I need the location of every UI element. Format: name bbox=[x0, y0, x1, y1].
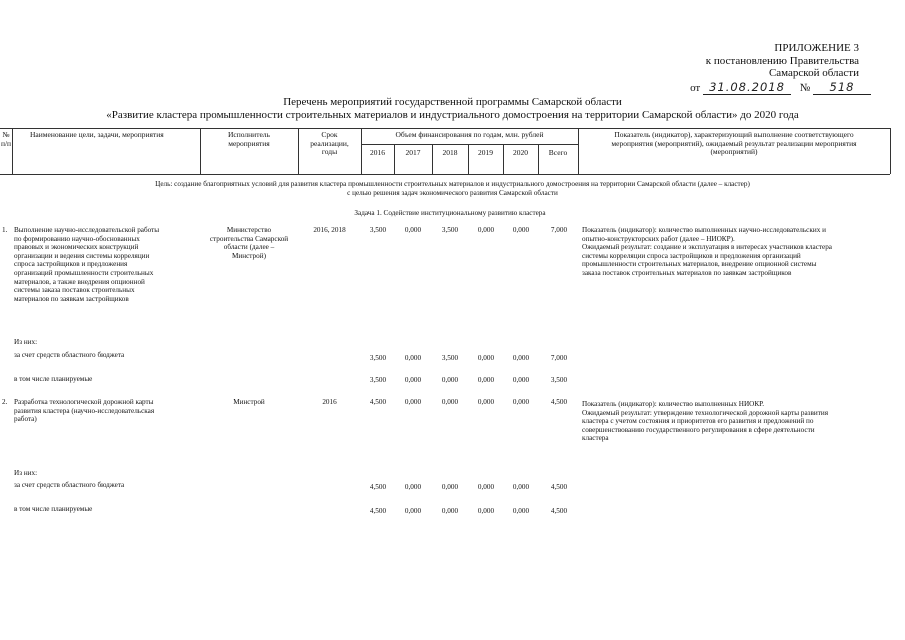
header-finance: Объем финансирования по годам, млн. рублей bbox=[395, 130, 544, 139]
regional-2020: 0,000 bbox=[512, 354, 530, 362]
value-2019: 0,000 bbox=[477, 398, 495, 406]
row-number: 2. bbox=[2, 398, 8, 406]
task-title: Задача 1. Содействие институциональному развитию кластера bbox=[354, 209, 546, 217]
appendix-line1: к постановлению Правительства bbox=[705, 54, 859, 67]
doc-title-line2: «Развитие кластера промышленности строительных материалов и индустриального домостроения на территории Самарской области» до 2020 года bbox=[106, 109, 799, 121]
from-label: от bbox=[690, 82, 701, 94]
row-name: Выполнение научно-исследовательской работы по формированию научно-обоснованных правовых и экономических конструкций организации и ведения системы корреляции спроса застройщиков и предложения организаций промышленности строительных материалов, а также внедрения опционной системы заказа поставок строительных материалов по заявкам застройщиков bbox=[14, 226, 160, 303]
header-term: Срок реализации, годы bbox=[310, 130, 349, 156]
header-name: Наименование цели, задачи, мероприятия bbox=[30, 130, 164, 139]
header-year-2017: 2017 bbox=[405, 148, 421, 157]
regional-2016: 4,500 bbox=[369, 483, 387, 491]
row-indicator: Показатель (индикатор): количество выполненных научно-исследовательских и опытно-конструкторских работ (далее – НИОКР). Ожидаемый результат: создание и эксплуатация в интересах участников кластера системы корреляции спроса застройщиков и предложения организаций промышленности строительных материалов, внедрение опционной системы заказа поставок строительных материалов по заявкам застройщиков bbox=[582, 226, 833, 277]
value-2017: 0,000 bbox=[404, 226, 422, 234]
planned-total: 3,500 bbox=[550, 376, 568, 384]
value-2017: 0,000 bbox=[404, 398, 422, 406]
planned-total: 4,500 bbox=[550, 507, 568, 515]
row-number: 1. bbox=[2, 226, 8, 234]
regional-budget-label: за счет средств областного бюджета bbox=[14, 351, 125, 359]
appendix-line2: Самарской области bbox=[768, 67, 859, 79]
planned-2018: 0,000 bbox=[441, 507, 459, 515]
row-executor: Минстрой bbox=[233, 398, 265, 406]
value-2016: 3,500 bbox=[369, 226, 387, 234]
planned-2016: 4,500 bbox=[369, 507, 387, 515]
appendix-title: ПРИЛОЖЕНИЕ 3 bbox=[774, 42, 859, 54]
regional-2020: 0,000 bbox=[512, 483, 530, 491]
regional-2017: 0,000 bbox=[404, 483, 422, 491]
regional-2019: 0,000 bbox=[477, 483, 495, 491]
header-year-2020: 2020 bbox=[513, 148, 528, 157]
value-2019: 0,000 bbox=[477, 226, 495, 234]
appendix-date-line bbox=[690, 80, 871, 95]
value-2016: 4,500 bbox=[369, 398, 387, 406]
planned-2017: 0,000 bbox=[404, 376, 422, 384]
regional-2016: 3,500 bbox=[369, 354, 387, 362]
regional-total: 4,500 bbox=[550, 483, 568, 491]
handwritten-date: 31.08.2018 bbox=[703, 80, 791, 95]
appendix-block bbox=[659, 42, 859, 80]
header-year-2016: 2016 bbox=[370, 148, 385, 157]
value-2020: 0,000 bbox=[512, 398, 530, 406]
planned-label: в том числе планируемые bbox=[14, 375, 93, 383]
header-total: Всего bbox=[548, 148, 568, 157]
regional-2018: 0,000 bbox=[441, 483, 459, 491]
header-num: № п/п bbox=[0, 130, 12, 148]
planned-2019: 0,000 bbox=[477, 376, 495, 384]
of-them-label: Из них: bbox=[14, 469, 38, 477]
regional-2019: 0,000 bbox=[477, 354, 495, 362]
value-total: 7,000 bbox=[550, 226, 568, 234]
row-indicator: Показатель (индикатор): количество выполненных НИОКР. Ожидаемый результат: утверждение технологической дорожной карты развития кластера с учетом состояния и приоритетов его развития и предложений по совершенствованию государственного регулирования в сфере деятельности кластера bbox=[582, 400, 829, 443]
doc-title-line1: Перечень мероприятий государственной программы Самарской области bbox=[283, 96, 622, 108]
regional-2018: 3,500 bbox=[441, 354, 459, 362]
value-2020: 0,000 bbox=[512, 226, 530, 234]
of-them-label: Из них: bbox=[14, 338, 38, 346]
regional-total: 7,000 bbox=[550, 354, 568, 362]
value-2018: 3,500 bbox=[441, 226, 459, 234]
planned-label: в том числе планируемые bbox=[14, 505, 93, 513]
planned-2020: 0,000 bbox=[512, 376, 530, 384]
planned-2019: 0,000 bbox=[477, 507, 495, 515]
planned-2020: 0,000 bbox=[512, 507, 530, 515]
row-executor: Министерство строительства Самарской области (далее – Минстрой) bbox=[209, 226, 289, 260]
planned-2017: 0,000 bbox=[404, 507, 422, 515]
handwritten-number: 518 bbox=[813, 80, 871, 95]
goal-line1: Цель: создание благоприятных условий для развития кластера промышленности строительных материалов и индустриального домостроения на территории Самарской области (далее – кластер) bbox=[155, 180, 750, 188]
planned-2018: 0,000 bbox=[441, 376, 459, 384]
header-executor: Исполнитель мероприятия bbox=[228, 130, 270, 148]
goal-line2: с целью решения задач экономического развития Самарской области bbox=[347, 189, 558, 197]
row-name: Разработка технологической дорожной карты развития кластера (научно-исследовательская работа) bbox=[14, 398, 155, 424]
regional-budget-label: за счет средств областного бюджета bbox=[14, 481, 125, 489]
value-2018: 0,000 bbox=[441, 398, 459, 406]
number-label: № bbox=[799, 82, 811, 94]
row-term: 2016, 2018 bbox=[313, 226, 346, 234]
value-total: 4,500 bbox=[550, 398, 568, 406]
row-term: 2016 bbox=[322, 398, 337, 406]
planned-2016: 3,500 bbox=[369, 376, 387, 384]
regional-2017: 0,000 bbox=[404, 354, 422, 362]
header-year-2019: 2019 bbox=[478, 148, 493, 157]
header-indicator: Показатель (индикатор), характеризующий выполнение соответствующего мероприятия (мероприятий), ожидаемый результат реализации мероприятия (мероприятий) bbox=[611, 130, 857, 156]
header-year-2018: 2018 bbox=[442, 148, 458, 157]
